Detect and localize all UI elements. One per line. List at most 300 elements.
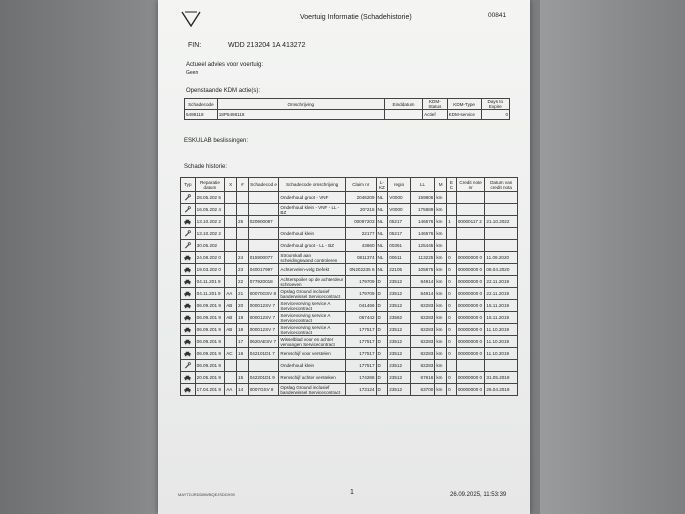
history-col-header: Schadecode omschrijving <box>279 178 346 192</box>
history-col-header: Credit note nr <box>456 178 485 192</box>
history-cell: 00000117 2 <box>456 216 485 228</box>
history-cell: 23512 <box>388 348 411 360</box>
history-cell: 82283 <box>410 300 435 312</box>
history-cell: NL <box>376 240 388 252</box>
kdm-cell: 5498118 <box>185 110 218 120</box>
history-cell: 22.11.2019 <box>485 276 518 288</box>
history-cell: Onderhoud groot - VNF <box>279 192 346 204</box>
history-cell: NL <box>376 228 388 240</box>
history-cell: D <box>376 300 388 312</box>
history-cell: 82283 <box>410 360 435 372</box>
document-page <box>158 0 530 514</box>
history-col-header: Schadecod e <box>248 178 279 192</box>
history-col-header: X <box>225 178 237 192</box>
history-cell: 00000000 0 <box>456 336 485 348</box>
history-cell: 11.10.2019 <box>485 324 518 336</box>
history-cell: 00000000 0 <box>456 252 485 264</box>
maintenance-wrench-icon <box>181 240 196 252</box>
page-title: Voertuig Informatie (Schadehistorie) <box>300 14 412 21</box>
history-col-header: # <box>237 178 249 192</box>
history-cell <box>456 228 485 240</box>
history-cell: 0 <box>447 276 457 288</box>
history-cell: 19.03.202 0 <box>195 264 225 276</box>
history-cell: 113225 <box>410 252 435 264</box>
history-cell: 175889 <box>410 204 435 216</box>
history-cell: 042201D1 9 <box>248 372 279 384</box>
brand-logo-icon <box>180 10 202 28</box>
damage-repair-icon <box>181 348 196 360</box>
history-cell: 000012SV 7 <box>248 312 279 324</box>
kdm-col-header: Omschrijving <box>217 99 384 110</box>
history-cell <box>237 240 249 252</box>
history-cell <box>447 192 457 204</box>
history-cell: 67616 <box>410 372 435 384</box>
history-cell <box>248 240 279 252</box>
history-cell: 28.05.202 5 <box>195 192 225 204</box>
damage-repair-icon <box>181 216 196 228</box>
history-cell: 00097203 <box>346 216 377 228</box>
history-cell: Servicevorving service A Servicecontract <box>279 324 346 336</box>
history-cell: 23512 <box>388 360 411 372</box>
kdm-col-header: KDM-Status <box>423 99 448 110</box>
history-cell: D <box>376 288 388 300</box>
damage-repair-icon <box>181 372 196 384</box>
history-cell: 11.10.2019 <box>485 348 518 360</box>
history-cell: 23512 <box>388 288 411 300</box>
damage-repair-icon <box>181 288 196 300</box>
history-cell: 15 <box>237 372 249 384</box>
fin-label: FIN: <box>188 42 202 49</box>
history-cell: Servicevorving service A Servicecontract <box>279 312 346 324</box>
history-cell: Onderhoud klein <box>279 360 346 372</box>
history-cell <box>456 360 485 372</box>
history-cell: 000012SV 7 <box>248 300 279 312</box>
history-cell <box>485 228 518 240</box>
damage-repair-icon <box>181 324 196 336</box>
history-cell <box>225 264 237 276</box>
history-cell: Onderhoud groot - LL - BZ <box>279 240 346 252</box>
history-cell: 0 <box>447 300 457 312</box>
history-col-header: Datum van credit nota <box>485 178 518 192</box>
history-cell: Opslag Ground inclusief banderwissel Servicecontract <box>279 288 346 300</box>
history-cell: 16.05.202 4 <box>195 204 225 216</box>
history-cell: 0 <box>447 372 457 384</box>
history-cell <box>225 240 237 252</box>
damage-repair-icon <box>181 264 196 276</box>
history-cell: 08.04.2020 <box>485 264 518 276</box>
footer-page-number: 1 <box>350 489 354 496</box>
history-cell: 00361 <box>388 240 411 252</box>
history-cell: 0 <box>447 324 457 336</box>
history-cell: km <box>435 192 447 204</box>
history-row <box>181 216 518 228</box>
history-cell: 23512 <box>388 372 411 384</box>
footer-datetime: 26.09.2025, 11:53:39 <box>450 492 507 498</box>
history-cell: 0007GSV 8 <box>248 384 279 396</box>
kdm-col-header: Einddatum <box>384 99 422 110</box>
history-cell: 177517 <box>346 348 377 360</box>
history-cell <box>248 228 279 240</box>
damage-repair-icon <box>181 384 196 396</box>
history-cell: 077920018 <box>248 276 279 288</box>
history-cell: 21.10.2022 <box>485 216 518 228</box>
history-col-header: L-KZ <box>376 178 388 192</box>
history-cell: 84914 <box>410 288 435 300</box>
history-cell: 24.08.202 0 <box>195 252 225 264</box>
history-cell: V0000 <box>388 204 411 216</box>
history-cell: 00000000 0 <box>456 264 485 276</box>
history-heading: Schade historie: <box>184 164 228 170</box>
history-cell: km <box>435 384 447 396</box>
history-row <box>181 276 518 288</box>
history-col-header: Claim nr <box>346 178 377 192</box>
history-cell: D <box>376 312 388 324</box>
damage-repair-icon <box>181 276 196 288</box>
history-cell: 040017997 <box>248 264 279 276</box>
history-cell <box>237 192 249 204</box>
history-col-header: Reparatie datum <box>195 178 225 192</box>
history-cell: Servicevorving service A Servicecontract <box>279 300 346 312</box>
history-cell: 06.09.201 9 <box>195 360 225 372</box>
history-cell: AB <box>225 324 237 336</box>
damage-repair-icon <box>181 312 196 324</box>
history-cell: 43660 <box>346 240 377 252</box>
history-cell: 23512 <box>388 384 411 396</box>
history-cell <box>456 204 485 216</box>
history-cell: 125445 <box>410 240 435 252</box>
history-cell: 0N202235 6 <box>346 264 377 276</box>
history-cell: 82283 <box>410 336 435 348</box>
history-cell: 84914 <box>410 276 435 288</box>
history-cell: 22 <box>237 276 249 288</box>
history-cell: 146576 <box>410 228 435 240</box>
history-cell: 82283 <box>410 324 435 336</box>
history-cell: km <box>435 228 447 240</box>
history-cell: 179709 <box>346 276 377 288</box>
history-cell: 13.10.202 2 <box>195 216 225 228</box>
history-cell: km <box>435 240 447 252</box>
history-cell: Remschijf voor verstelen <box>279 348 346 360</box>
history-cell: 22105 <box>388 264 411 276</box>
damage-repair-icon <box>181 252 196 264</box>
history-cell: 0 <box>447 288 457 300</box>
kdm-col-header: Days to Expire <box>481 99 509 110</box>
history-cell: 057442 <box>346 312 377 324</box>
history-cell: 0 <box>447 348 457 360</box>
history-cell: AB <box>225 312 237 324</box>
kdm-cell: Actief <box>423 110 448 120</box>
history-cell: 23512 <box>388 300 411 312</box>
history-cell: 05217 <box>388 216 411 228</box>
history-cell: 041466 <box>346 300 377 312</box>
history-cell: 30.05.202 <box>195 240 225 252</box>
history-cell <box>456 192 485 204</box>
history-cell: 00000000 0 <box>456 348 485 360</box>
history-cell: NL <box>376 216 388 228</box>
history-cell <box>279 216 346 228</box>
history-cell <box>237 360 249 372</box>
history-cell: NL <box>376 204 388 216</box>
document-number: 00841 <box>488 12 507 19</box>
history-cell: 24 <box>237 252 249 264</box>
maintenance-wrench-icon <box>181 204 196 216</box>
history-cell: km <box>435 324 447 336</box>
history-cell: Wisselblad voor en achter vervangen Servicecontract <box>279 336 346 348</box>
history-cell: 23512 <box>388 324 411 336</box>
history-cell: 23562 <box>388 312 411 324</box>
history-row <box>181 204 518 216</box>
history-cell: 177517 <box>346 360 377 372</box>
history-cell: 146576 <box>410 216 435 228</box>
history-cell: 06.09.201 9 <box>195 300 225 312</box>
history-cell: D <box>376 276 388 288</box>
history-cell: km <box>435 372 447 384</box>
history-row <box>181 192 518 204</box>
history-cell: 0 <box>447 384 457 396</box>
history-cell: 00000000 0 <box>456 384 485 396</box>
history-cell: 20*215 <box>346 204 377 216</box>
history-cell: 17.04.201 9 <box>195 384 225 396</box>
history-cell: V0000 <box>388 192 411 204</box>
history-col-header: E C <box>447 178 457 192</box>
history-cell: 00000000 0 <box>456 276 485 288</box>
history-cell: AA <box>225 384 237 396</box>
history-cell: AA <box>225 288 237 300</box>
history-cell <box>248 204 279 216</box>
history-col-header: regio <box>388 178 411 192</box>
history-cell: Opslag Ground inclusief banderwissel Servicecontract <box>279 384 346 396</box>
history-cell <box>225 228 237 240</box>
history-cell: 31.05.2019 <box>485 372 518 384</box>
history-cell: 20 <box>237 300 249 312</box>
history-cell: 06.09.201 9 <box>195 312 225 324</box>
history-cell: 23512 <box>388 276 411 288</box>
fin-value: WDD 213204 1A 413272 <box>228 42 306 49</box>
history-cell: km <box>435 288 447 300</box>
history-cell: 17 <box>237 336 249 348</box>
history-cell: 22177 <box>346 228 377 240</box>
maintenance-wrench-icon <box>181 192 196 204</box>
history-cell <box>225 360 237 372</box>
history-cell: km <box>435 216 447 228</box>
history-cell: km <box>435 252 447 264</box>
history-cell: 00070GSV 8 <box>248 288 279 300</box>
history-cell: D <box>376 336 388 348</box>
history-cell <box>447 360 457 372</box>
history-cell: 042101D1 7 <box>248 348 279 360</box>
history-cell: 174266 <box>346 372 377 384</box>
history-cell <box>225 204 237 216</box>
history-cell: NL <box>376 252 388 264</box>
kdm-cell: KDM-service <box>447 110 481 120</box>
history-cell: 26.04.2019 <box>485 384 518 396</box>
history-row <box>181 264 518 276</box>
history-cell: km <box>435 348 447 360</box>
history-cell: 20.05.201 9 <box>195 372 225 384</box>
history-cell: Achtervelen-velg Defekt <box>279 264 346 276</box>
history-row <box>181 300 518 312</box>
history-cell: D <box>376 324 388 336</box>
history-cell: 06.09.201 9 <box>195 336 225 348</box>
kdm-col-header: Schadecode <box>185 99 218 110</box>
history-cell: AC <box>225 348 237 360</box>
history-cell: 159806 <box>410 192 435 204</box>
history-cell: 0 <box>447 252 457 264</box>
kdm-row <box>185 110 510 120</box>
history-row <box>181 252 518 264</box>
history-cell <box>485 204 518 216</box>
history-cell: km <box>435 336 447 348</box>
history-cell: 00000000 0 <box>456 372 485 384</box>
history-cell: 105875 <box>410 264 435 276</box>
history-row <box>181 372 518 384</box>
history-row <box>181 384 518 396</box>
history-cell: 0 <box>447 336 457 348</box>
maintenance-wrench-icon <box>181 360 196 372</box>
history-cell <box>225 336 237 348</box>
history-cell: km <box>435 276 447 288</box>
history-cell: 82283 <box>410 348 435 360</box>
history-cell: 00000000 0 <box>456 300 485 312</box>
history-cell: 179709 <box>346 288 377 300</box>
history-cell: 15.11.2019 <box>485 300 518 312</box>
history-cell: Stroomkall aan scheidingswand controleren <box>279 252 346 264</box>
history-cell: km <box>435 204 447 216</box>
history-row <box>181 336 518 348</box>
history-cell: 0811374 <box>346 252 377 264</box>
history-row <box>181 240 518 252</box>
advice-value: Geen <box>186 70 199 76</box>
history-cell <box>447 240 457 252</box>
history-cell: 0620AESV 7 <box>248 336 279 348</box>
history-cell: 00000000 0 <box>456 288 485 300</box>
history-table <box>180 177 518 396</box>
history-cell <box>485 192 518 204</box>
history-row <box>181 324 518 336</box>
history-cell: 25 <box>237 216 249 228</box>
history-cell <box>225 252 237 264</box>
history-cell: AB <box>225 300 237 312</box>
history-cell <box>225 216 237 228</box>
history-cell: 06.09.201 9 <box>195 324 225 336</box>
history-cell: km <box>435 312 447 324</box>
history-row <box>181 360 518 372</box>
history-cell <box>447 204 457 216</box>
history-cell: 0 <box>447 264 457 276</box>
background-left <box>0 0 160 514</box>
history-cell: 18 <box>237 324 249 336</box>
history-cell <box>225 372 237 384</box>
history-cell: 177517 <box>346 336 377 348</box>
history-col-header: Typ <box>181 178 196 192</box>
history-cell: 63700 <box>410 384 435 396</box>
eskulab-heading: ESKULAB beslissingen: <box>184 138 249 144</box>
history-cell <box>485 360 518 372</box>
history-cell: 11.09.2020 <box>485 252 518 264</box>
kdm-cell: 18P5498118 <box>217 110 384 120</box>
kdm-col-header: KDM-Type <box>447 99 481 110</box>
history-cell <box>237 228 249 240</box>
kdm-cell: 0 <box>481 110 509 120</box>
history-cell: km <box>435 360 447 372</box>
history-cell: 16 <box>237 348 249 360</box>
history-cell <box>248 360 279 372</box>
history-cell: 00511 <box>388 252 411 264</box>
history-cell: D <box>376 384 388 396</box>
history-cell: 19 <box>237 312 249 324</box>
advice-heading: Actueel advies voor voertuig: <box>186 62 264 68</box>
history-cell <box>237 204 249 216</box>
history-cell: 177517 <box>346 324 377 336</box>
history-cell: Achterspoiler op de achterdeur schroeven <box>279 276 346 288</box>
history-cell: NL <box>376 264 388 276</box>
history-cell: 11.10.2019 <box>485 336 518 348</box>
history-cell <box>485 240 518 252</box>
history-cell <box>225 276 237 288</box>
kdm-heading: Openstaande KDM actie(s): <box>186 88 261 94</box>
history-cell: km <box>435 264 447 276</box>
damage-repair-icon <box>181 300 196 312</box>
history-cell: 82283 <box>410 312 435 324</box>
history-cell: 173124 <box>346 384 377 396</box>
history-cell: 00000000 0 <box>456 324 485 336</box>
history-col-header: M <box>435 178 447 192</box>
history-cell: 015900077 <box>248 252 279 264</box>
history-cell: 23 <box>237 264 249 276</box>
history-cell: 2046209 <box>346 192 377 204</box>
history-cell: Onderhoud klein <box>279 228 346 240</box>
history-cell: 15.11.2019 <box>485 312 518 324</box>
history-cell: 22.11.2019 <box>485 288 518 300</box>
history-cell: 020900087 <box>248 216 279 228</box>
history-cell: km <box>435 300 447 312</box>
history-cell: 21 <box>237 288 249 300</box>
history-cell: Remschijf achter versteken <box>279 372 346 384</box>
history-cell: D <box>376 360 388 372</box>
history-cell: 06.09.201 9 <box>195 348 225 360</box>
history-cell: D <box>376 348 388 360</box>
kdm-table <box>184 98 510 120</box>
history-cell: 00000000 0 <box>456 312 485 324</box>
history-cell <box>225 192 237 204</box>
history-cell: 14 <box>237 384 249 396</box>
history-cell <box>447 228 457 240</box>
history-cell: Onderhoud klein - VNF - LL - BZ <box>279 204 346 216</box>
history-cell <box>456 240 485 252</box>
history-cell: 04.11.201 9 <box>195 276 225 288</box>
history-cell: 13.10.202 2 <box>195 228 225 240</box>
history-cell: 23512 <box>388 336 411 348</box>
history-row <box>181 312 518 324</box>
history-row <box>181 228 518 240</box>
history-cell: 04.11.201 9 <box>195 288 225 300</box>
background-right <box>540 0 685 514</box>
history-cell: 05217 <box>388 228 411 240</box>
damage-repair-icon <box>181 336 196 348</box>
history-row <box>181 288 518 300</box>
history-cell: D <box>376 372 388 384</box>
history-cell: 000012SV 7 <box>248 324 279 336</box>
history-cell: NL <box>376 192 388 204</box>
maintenance-wrench-icon <box>181 228 196 240</box>
history-row <box>181 348 518 360</box>
kdm-cell <box>384 110 422 120</box>
history-cell: 1 <box>447 216 457 228</box>
history-cell <box>248 192 279 204</box>
footer-code: MAYTDJRDDBWBQEJSDDX90 <box>178 492 235 497</box>
history-col-header: LL <box>410 178 435 192</box>
history-cell: 0 <box>447 312 457 324</box>
